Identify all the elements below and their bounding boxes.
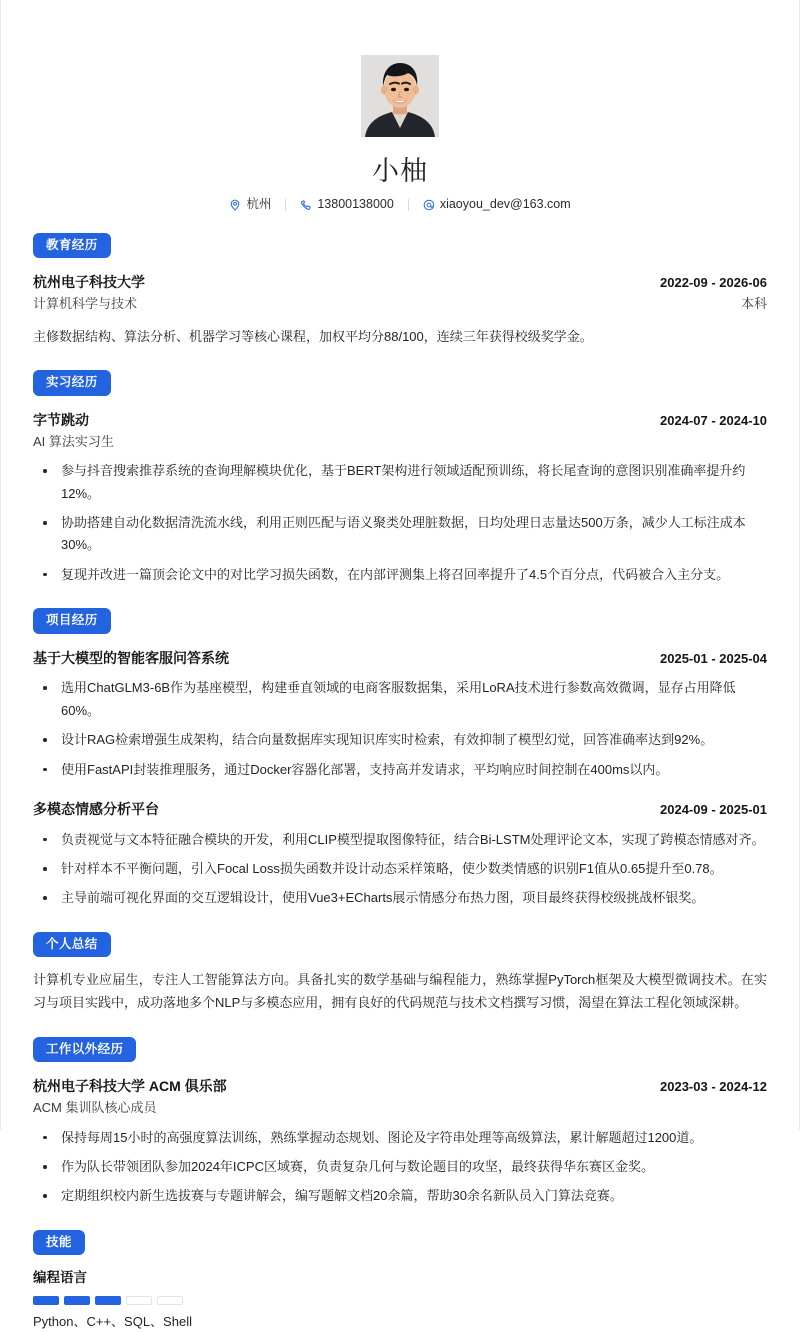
section-tag: 教育经历 bbox=[33, 233, 111, 259]
skill-level-segment bbox=[157, 1296, 183, 1305]
entry-head bbox=[33, 799, 767, 820]
entry-paragraph: 主修数据结构、算法分析、机器学习等核心课程，加权平均分88/100，连续三年获得校级奖学金。 bbox=[33, 326, 767, 349]
entry bbox=[33, 799, 767, 910]
list-item: 主导前端可视化界面的交互逻辑设计，使用Vue3+ECharts展示情感分布热力图，项目最终获得校级挑战杯银奖。 bbox=[33, 887, 767, 909]
list-item: 保持每周15小时的高强度算法训练，熟练掌握动态规划、图论及字符串处理等高级算法，累计解题超过1200道。 bbox=[33, 1127, 767, 1149]
list-item: 针对样本不平衡问题，引入Focal Loss损失函数并设计动态采样策略，使少数类情感的识别F1值从0.65提升至0.78。 bbox=[33, 858, 767, 880]
list-item: 设计RAG检索增强生成架构，结合向量数据库实现知识库实时检索，有效抑制了模型幻觉，回答准确率达到92%。 bbox=[33, 729, 767, 751]
contact-location-text: 杭州 bbox=[246, 198, 271, 211]
summary-paragraph: 计算机专业应届生，专注人工智能算法方向。具备扎实的数学基础与编程能力，熟练掌握PyTorch框架及大模型微调技术。在实习与项目实践中，成功落地多个NLP与多模态应用，拥有良好的代码规范与技术文档撰写习惯，渴望在算法工程化领域深耕。 bbox=[33, 969, 767, 1015]
phone-icon bbox=[300, 199, 312, 211]
entry-sub bbox=[33, 432, 767, 452]
list-item: 作为队长带领团队参加2024年ICPC区域赛，负责复杂几何与数论题目的攻坚，最终获得华东赛区金奖。 bbox=[33, 1156, 767, 1178]
resume-header bbox=[33, 0, 767, 211]
contact-phone bbox=[286, 198, 407, 211]
list-item: 参与抖音搜索推荐系统的查询理解模块优化，基于BERT架构进行领域适配预训练，将长尾查询的意图识别准确率提升约12%。 bbox=[33, 460, 767, 505]
section-summary bbox=[33, 932, 767, 1015]
entry-title: 杭州电子科技大学 ACM 俱乐部 bbox=[33, 1076, 227, 1096]
entry bbox=[33, 648, 767, 781]
list-item: 负责视觉与文本特征融合模块的开发，利用CLIP模型提取图像特征，结合Bi-LSTM处理评论文本，实现了跨模态情感对齐。 bbox=[33, 829, 767, 851]
contact-row bbox=[33, 198, 767, 211]
entry bbox=[33, 410, 767, 586]
skill-level-segment bbox=[64, 1296, 90, 1305]
section-tag: 个人总结 bbox=[33, 932, 111, 958]
page-title: 小柚 bbox=[33, 155, 767, 187]
avatar bbox=[361, 55, 439, 137]
entry-sub bbox=[33, 1098, 767, 1118]
entry-title: 基于大模型的智能客服问答系统 bbox=[33, 648, 229, 668]
skill-level-segment bbox=[95, 1296, 121, 1305]
contact-email bbox=[409, 198, 585, 211]
entry-date: 2023-03 - 2024-12 bbox=[660, 1078, 767, 1097]
skill-item bbox=[33, 1268, 767, 1332]
bullet-list bbox=[33, 677, 767, 780]
list-item: 使用FastAPI封装推理服务，通过Docker容器化部署，支持高并发请求，平均响应时间控制在400ms以内。 bbox=[33, 759, 767, 781]
contact-location bbox=[215, 198, 285, 211]
entry-title: 字节跳动 bbox=[33, 410, 89, 430]
entry-date: 2024-07 - 2024-10 bbox=[660, 412, 767, 431]
section-tag: 实习经历 bbox=[33, 370, 111, 396]
entry-role: ACM 集训队核心成员 bbox=[33, 1098, 157, 1118]
contact-phone-text: 13800138000 bbox=[317, 198, 393, 211]
entry-date: 2024-09 - 2025-01 bbox=[660, 801, 767, 820]
entry-role: AI 算法实习生 bbox=[33, 432, 114, 452]
list-item: 定期组织校内新生选拔赛与专题讲解会，编写题解文档20余篇，帮助30余名新队员入门算法竞赛。 bbox=[33, 1185, 767, 1207]
skill-level-segment bbox=[33, 1296, 59, 1305]
section-tag: 工作以外经历 bbox=[33, 1037, 136, 1063]
skill-level-bar bbox=[33, 1296, 767, 1305]
list-item: 选用ChatGLM3-6B作为基座模型，构建垂直领域的电商客服数据集，采用LoRA技术进行参数高效微调，显存占用降低60%。 bbox=[33, 677, 767, 722]
list-item: 协助搭建自动化数据清洗流水线，利用正则匹配与语义聚类处理脏数据，日均处理日志量达500万条，减少人工标注成本30%。 bbox=[33, 512, 767, 557]
bullet-list bbox=[33, 829, 767, 910]
email-icon bbox=[423, 199, 435, 211]
section-projects bbox=[33, 608, 767, 910]
bullet-list bbox=[33, 460, 767, 586]
entry-head bbox=[33, 648, 767, 669]
entry-title: 杭州电子科技大学 bbox=[33, 272, 145, 292]
entry-role: 计算机科学与技术 bbox=[33, 294, 137, 314]
entry-meta: 本科 bbox=[741, 294, 767, 314]
section-tag: 技能 bbox=[33, 1230, 85, 1256]
skill-level-segment bbox=[126, 1296, 152, 1305]
entry-head bbox=[33, 1076, 767, 1097]
section-tag: 项目经历 bbox=[33, 608, 111, 634]
contact-email-text: xiaoyou_dev@163.com bbox=[440, 198, 571, 211]
section-extracurricular bbox=[33, 1037, 767, 1208]
entry-date: 2025-01 - 2025-04 bbox=[660, 650, 767, 669]
list-item: 复现并改进一篇顶会论文中的对比学习损失函数，在内部评测集上将召回率提升了4.5个百分点，代码被合入主分支。 bbox=[33, 564, 767, 586]
bullet-list bbox=[33, 1127, 767, 1208]
entry bbox=[33, 1076, 767, 1207]
entry-head bbox=[33, 410, 767, 431]
skill-detail: Python、C++、SQL、Shell bbox=[33, 1312, 767, 1332]
skill-name: 编程语言 bbox=[33, 1268, 767, 1288]
entry-sub bbox=[33, 294, 767, 314]
entry-head bbox=[33, 272, 767, 293]
section-skills bbox=[33, 1230, 767, 1332]
section-internship bbox=[33, 370, 767, 586]
section-education bbox=[33, 233, 767, 349]
entry-date: 2022-09 - 2026-06 bbox=[660, 274, 767, 293]
entry-title: 多模态情感分析平台 bbox=[33, 799, 159, 819]
location-pin-icon bbox=[229, 199, 241, 211]
entry bbox=[33, 272, 767, 348]
